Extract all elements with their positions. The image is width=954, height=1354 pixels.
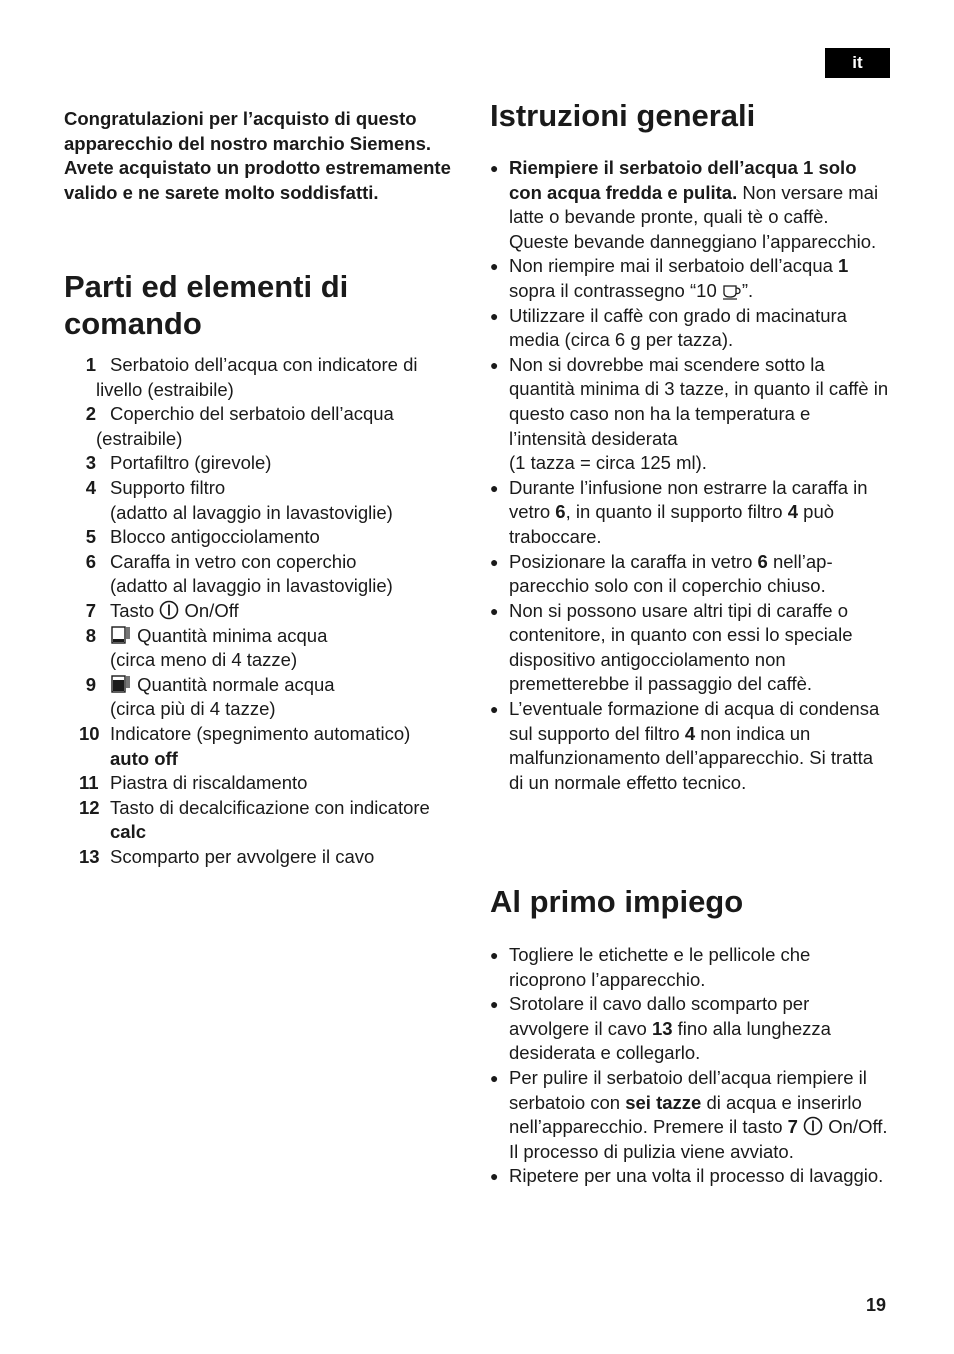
- list-item: 2 Coperchio del serbatoio dell’acqua (estraibile): [85, 403, 394, 449]
- istruzioni-list: [490, 156, 892, 795]
- list-item: 3 Portafiltro (girevole): [85, 452, 272, 474]
- list-item: ● Non riempire mai il serbatoio dell’acqua 1 sopra il contrassegno “10 ”.: [490, 255, 849, 301]
- list-item: 10 Indicatore (spegnimento automatico) auto off: [79, 722, 411, 769]
- primo-impiego-list: [490, 943, 892, 1189]
- list-item: 11 Piastra di riscaldamento: [79, 772, 308, 794]
- list-item: ● Durante l’infusione non estrarre la caraffa in vetro 6, in quanto il supporto filtro 4 può traboccare.: [490, 476, 868, 547]
- power-icon: [159, 600, 179, 620]
- list-item: ● Togliere le etichette e le pellicole che ricoprono l’apparecchio.: [490, 944, 811, 990]
- list-item: ● Posizionare la caraffa in vetro 6 nell’apparecchio solo con il coperchio chiuso.: [490, 550, 833, 597]
- list-item: ● Non si dovrebbe mai scendere sotto la quantità minima di 3 tazze, in quanto il caffè in questo caso non ha la temperatura e l’intensità desiderata (1 tazza = circa 125 ml).: [490, 353, 889, 474]
- power-icon: [803, 1116, 823, 1136]
- list-item: ● Ripetere per una volta il processo di lavaggio.: [490, 1165, 884, 1187]
- parts-heading: Parti ed elementi di comando: [64, 269, 349, 341]
- list-item: 8 Quantità minima acqua (circa meno di 4 tazze): [85, 624, 328, 671]
- cup-icon: [722, 282, 742, 300]
- language-tag: it: [825, 48, 890, 78]
- list-item: 7 Tasto On/Off: [85, 599, 239, 621]
- min-water-icon: [110, 625, 132, 645]
- normal-water-icon: [110, 674, 132, 694]
- list-item: 13 Scomparto per avvolgere il cavo: [79, 845, 375, 867]
- parts-list: [64, 353, 459, 869]
- list-item: 4 Supporto filtro (adatto al lavaggio in lavastoviglie): [85, 476, 393, 523]
- list-item: ● L’eventuale formazione di acqua di condensa sul supporto del filtro 4 non indica un malfunzionamento dell’apparecchio. Si tratta di un normale effetto tecnico.: [490, 698, 880, 793]
- list-item: 1 Serbatoio dell’acqua con indicatore di livello (estraibile): [85, 354, 418, 400]
- list-item: 6 Caraffa in vetro con coperchio (adatto al lavaggio in lavastoviglie): [85, 550, 393, 597]
- list-item: ● Srotolare il cavo dallo scomparto per avvolgere il cavo 13 fino alla lunghezza desiderata e collegarlo.: [490, 993, 831, 1064]
- list-item: ● Riempiere il serbatoio dell’acqua 1 solo con acqua fredda e pulita. Non versare mai latte o bevande pronte, quali tè o caffè. Queste bevande danneggiano l’apparecchio.: [490, 157, 879, 252]
- list-item: 12 Tasto di decalcificazione con indicatore calc: [79, 796, 430, 843]
- page-number: 19: [866, 1295, 887, 1315]
- intro-text: Congratulazioni per l’acquisto di questo apparecchio del nostro marchio Siemens. Avete acquistato un prodotto estremamente valido e ne sarete molto soddisfatti.: [64, 108, 451, 203]
- list-item: ● Non si possono usare altri tipi di caraffe o contenitore, in quanto con essi lo speciale dispositivo antigocciolamento non premetterebbe il passaggio del caffè.: [490, 599, 853, 695]
- list-item: 9 Quantità normale acqua (circa più di 4 tazze): [85, 673, 335, 720]
- list-item: ● Per pulire il serbatoio dell’acqua riempiere il serbatoio con sei tazze di acqua e inserirlo nell’apparecchio. Premere il tasto 7 On/Off. Il processo di pulizia viene avviato.: [490, 1066, 888, 1162]
- istruzioni-heading: Istruzioni generali: [490, 98, 756, 133]
- primo-impiego-heading: Al primo impiego: [490, 884, 744, 919]
- list-item: ● Utilizzare il caffè con grado di macinatura media (circa 6 g per tazza).: [490, 304, 847, 351]
- list-item: 5 Blocco antigocciolamento: [85, 526, 320, 548]
